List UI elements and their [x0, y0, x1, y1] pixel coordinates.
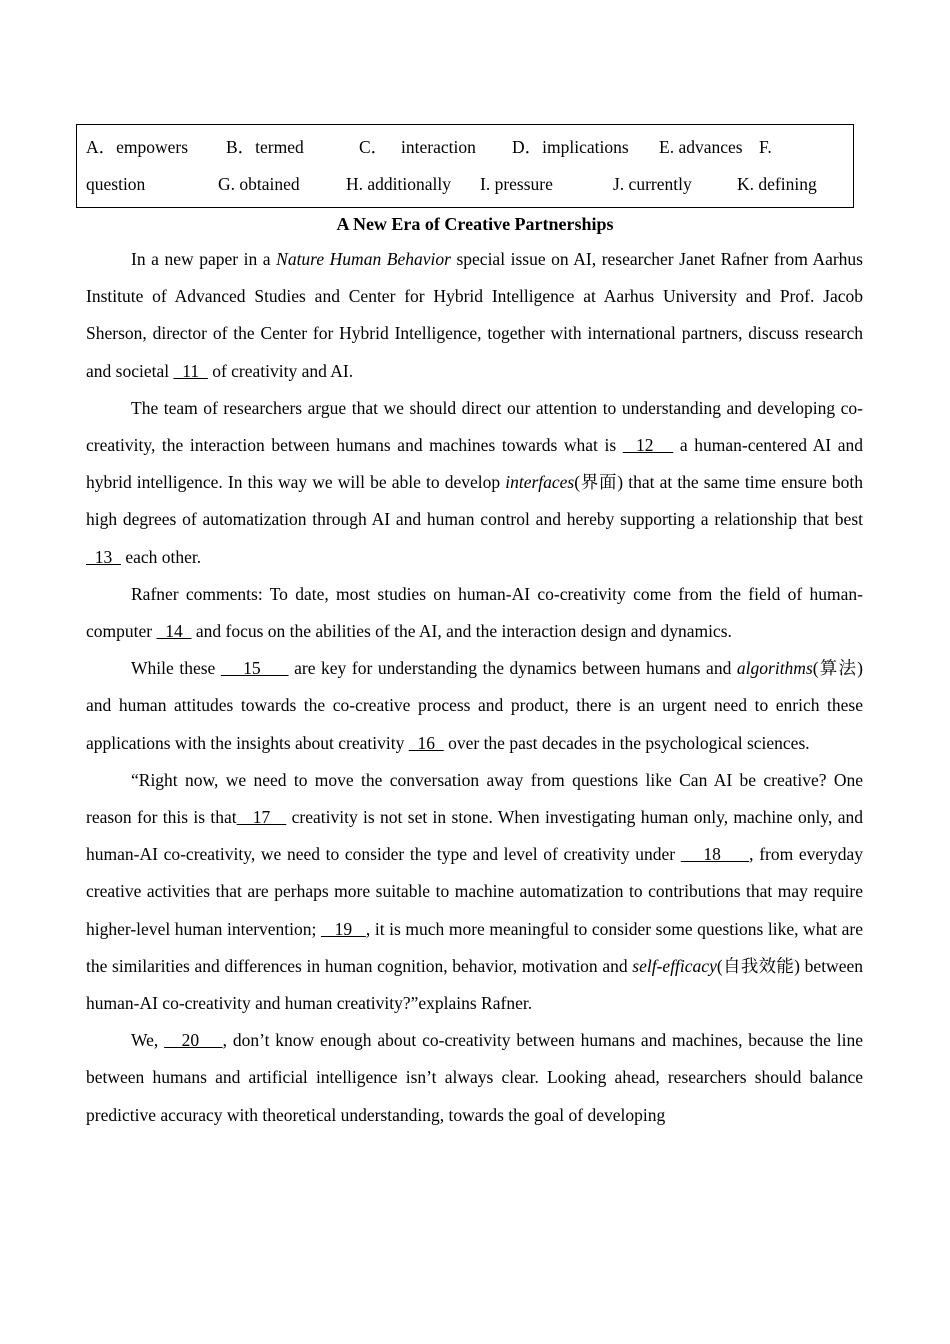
text: In a new paper in a	[131, 249, 277, 269]
text: , from everyday creative activities that are perhaps more suitable to machine automatization to contributions that may require higher-level human intervention;	[86, 844, 863, 939]
text: While these	[131, 658, 221, 679]
blank-14: 14	[156, 621, 192, 642]
text: special issue on AI, researcher Janet Rafner from Aarhus Institute of Advanced Studies and Center for Hybrid Intelligence at Aarhus University and Prof. Jacob Sherson, director of the Center for Hybrid Intelligence, together with international partners, discuss research and societal	[86, 249, 863, 381]
text: are key for understanding the dynamics between humans and	[288, 658, 737, 679]
article-body	[86, 241, 863, 1134]
option-a: A．empowers	[86, 137, 189, 157]
option-k: K. defining	[737, 174, 817, 194]
blank-13: 13	[86, 546, 121, 567]
paragraph-4	[86, 650, 863, 762]
italic-term: algorithms	[736, 658, 813, 679]
blank-18: 18	[680, 844, 750, 865]
text: a human-centered AI and hybrid intelligence. In this way we will be able to develop	[86, 435, 863, 493]
text: and focus on the abilities of the AI, and the interaction design and dynamics.	[191, 621, 732, 642]
text: (算法) and human attitudes towards the co-creative process and product, there is an urgent need to enrich these applications with the insights about creativity	[86, 658, 864, 753]
text: over the past decades in the psychological sciences.	[443, 732, 810, 753]
word-bank-row-1	[77, 129, 853, 166]
word-bank-row-2	[77, 166, 853, 203]
paragraph-5	[86, 762, 863, 1022]
option-b: B．termed	[226, 137, 304, 157]
paragraph-1	[86, 241, 863, 390]
blank-20: 20	[164, 1030, 223, 1051]
paragraph-3	[86, 576, 863, 650]
blank-16: 16	[408, 732, 444, 753]
text: creativity is not set in stone. When investigating human only, machine only, and human-AI co-creativity, we need to consider the type and level of creativity under	[86, 807, 864, 865]
text: , it is much more meaningful to consider some questions like, what are the similarities and differences in human cognition, behavior, motivation and	[86, 918, 864, 976]
option-h: H. additionally	[346, 174, 451, 194]
word-bank-box	[76, 124, 854, 208]
blank-15: 15	[220, 658, 289, 679]
text: We,	[131, 1030, 165, 1051]
paragraph-2	[86, 390, 863, 576]
blank-12: 12	[622, 435, 674, 456]
option-j: J. currently	[613, 174, 692, 194]
option-f-letter: F.	[759, 137, 772, 157]
option-i: I. pressure	[480, 174, 553, 194]
option-g: G. obtained	[218, 174, 300, 194]
italic-term: self-efficacy	[632, 955, 717, 976]
article-title: A New Era of Creative Partnerships	[336, 214, 614, 234]
paragraph-6	[86, 1022, 863, 1134]
blank-11: 11	[173, 360, 208, 381]
text: , don’t know enough about co-creativity between humans and machines, because the line between humans and artificial intelligence isn’t always clear. Looking ahead, researchers should balance predictive accuracy with theoretical understanding, towards the goal of developing	[86, 1030, 863, 1125]
text: each other.	[121, 546, 202, 567]
text: “Right now, we need to move the conversation away from questions like Can AI be creative? One reason for this is that	[86, 769, 863, 828]
option-c-letter: C．	[359, 137, 389, 157]
option-d: D．implications	[512, 137, 629, 157]
option-e: E. advances	[659, 137, 743, 157]
blank-17: 17	[236, 807, 287, 828]
text: (界面) that at the same time ensure both high degrees of automatization through AI and human control and hereby supporting a relationship that best	[86, 472, 863, 530]
text: Rafner comments: To date, most studies on human-AI co-creativity come from the field of human-computer	[86, 583, 863, 642]
journal-name: Nature Human Behavior	[276, 249, 451, 269]
text: The team of researchers argue that we should direct our attention to understanding and developing co-creativity, the interaction between humans and machines towards what is	[86, 397, 863, 456]
blank-19: 19	[320, 918, 366, 939]
option-f-word: question	[86, 174, 146, 194]
text: (自我效能) between human-AI co-creativity and human creativity?”explains Rafner.	[86, 955, 863, 1014]
text: of creativity and AI.	[207, 360, 354, 381]
option-c-word: interaction	[401, 137, 476, 157]
italic-term: interfaces	[505, 472, 575, 493]
